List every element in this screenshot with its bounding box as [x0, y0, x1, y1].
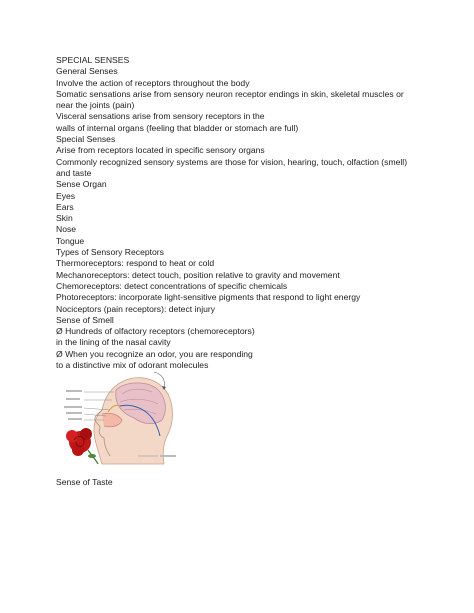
organ-ears: Ears: [56, 201, 74, 212]
subheading-special-senses: Special Senses: [56, 134, 116, 145]
subheading-general-senses: General Senses: [56, 66, 118, 77]
subheading-sense-of-smell: Sense of Smell: [56, 314, 114, 325]
subheading-receptor-types: Types of Sensory Receptors: [56, 247, 164, 258]
olfaction-anatomy-illustration-icon: [58, 370, 182, 466]
text-line: Ø When you recognize an odor, you are responding: [56, 348, 253, 359]
text-line: Ø Hundreds of olfactory receptors (chemoreceptors): [56, 326, 255, 337]
subheading-sense-of-taste: Sense of Taste: [56, 477, 113, 487]
heading-special-senses: SPECIAL SENSES: [56, 55, 130, 65]
document-text: [56, 55, 416, 371]
text-line: Involve the action of receptors throughout the body: [56, 77, 250, 88]
text-line: Chemoreceptors: detect concentrations of specific chemicals: [56, 280, 288, 291]
organ-eyes: Eyes: [56, 190, 76, 201]
organ-tongue: Tongue: [56, 235, 85, 246]
text-line: Nociceptors (pain receptors): detect injury: [56, 303, 216, 314]
text-line: to a distinctive mix of odorant molecules: [56, 360, 209, 371]
organ-skin: Skin: [56, 213, 73, 224]
text-line: in the lining of the nasal cavity: [56, 337, 171, 348]
text-line: Somatic sensations arise from sensory neuron receptor endings in skin, skeletal muscles or near the joints (pain): [56, 88, 404, 111]
text-line: Thermoreceptors: respond to heat or cold: [56, 258, 215, 269]
organ-nose: Nose: [56, 224, 77, 235]
text-line: walls of internal organs (feeling that bladder or stomach are full): [56, 122, 299, 133]
text-line: Commonly recognized sensory systems are those for vision, hearing, touch, olfaction (smell) and taste: [56, 156, 408, 178]
subheading-sense-organ: Sense Organ: [56, 179, 107, 190]
text-line: Arise from receptors located in specific sensory organs: [56, 145, 265, 156]
text-line: Photoreceptors: incorporate light-sensitive pigments that respond to light energy: [56, 292, 361, 303]
text-line: Mechanoreceptors: detect touch, position relative to gravity and movement: [56, 269, 340, 280]
text-line: Visceral sensations arise from sensory receptors in the: [56, 111, 265, 122]
